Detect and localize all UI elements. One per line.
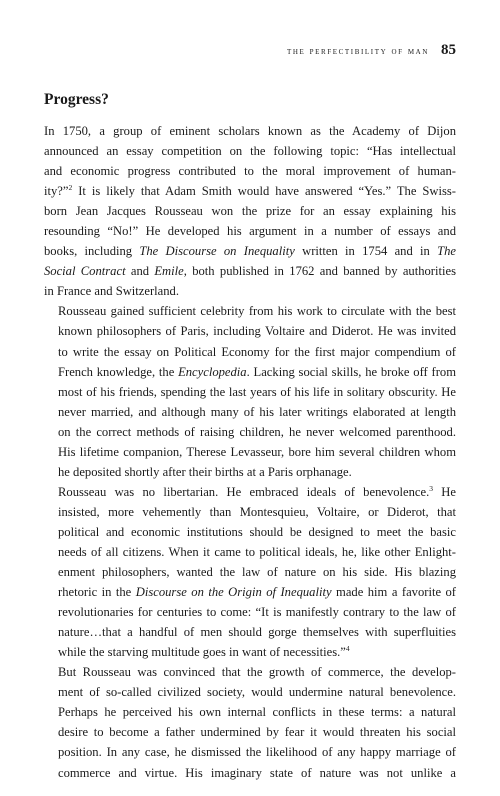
text-line: position. In any case, he dismissed the likelihood of any happy marriage of (58, 745, 456, 760)
text-line: resounding “No!” He developed his argument in a number of essays and (44, 224, 456, 239)
text-line: political and economic institutions should be designed to meet the basic (58, 524, 456, 539)
text-line: enment philosophers, wanted the law of nature on his side. His blazing (58, 565, 456, 580)
text-line: His lifetime companion, Therese Levasseur, bore him several children whom (58, 444, 456, 459)
text-line: known philosophers of Paris, including Voltaire and Diderot. He was invited (58, 324, 456, 339)
text-line: nature…that a handful of men should gorge themselves with superfluities (58, 625, 456, 640)
text-line: But Rousseau was convinced that the growth of commerce, the develop- (58, 665, 456, 680)
text-line: most of his friends, spending the last years of his life in solitary obscurity. He (58, 384, 456, 399)
text-line: Perhaps he perceived his own internal conflicts in these terms: a natural (58, 705, 456, 720)
footnote-marker: 4 (345, 644, 350, 654)
paragraph (44, 662, 456, 782)
paragraph (44, 121, 456, 301)
text-line: Rousseau was no libertarian. He embraced ideals of benevolence.$^3$ He (58, 483, 456, 499)
text-line: to write the essay on Political Economy for the first major compendium of (58, 344, 456, 359)
text-line: ment of so-called civilized society, would undermine natural benevolence. (58, 685, 456, 700)
paragraph (44, 482, 456, 662)
text-line: announced an essay competition on the following topic: “Has intellectual (44, 144, 456, 159)
body-text (44, 121, 456, 783)
text-line: In 1750, a group of eminent scholars known as the Academy of Dijon (44, 124, 456, 138)
page-number: 85 (441, 42, 456, 58)
text-line: commerce and virtue. His imaginary state of nature was not unlike a (58, 765, 456, 780)
footnote-marker: 2 (68, 183, 73, 193)
text-line: books, including The Discourse on Inequality written in 1754 and in The (44, 244, 457, 259)
text-line: desire to become a father undermined by fear it would threaten his social (58, 725, 456, 740)
text-line: ity?”$^2$ It is likely that Adam Smith would have answered “Yes.” The Swiss- (44, 183, 456, 199)
text-line: Rousseau gained sufficient celebrity from his work to circulate with the best (58, 304, 456, 319)
section-heading: Progress? (44, 91, 109, 108)
text-line: while the starving multitude goes in want of necessities.”$^4$ (58, 644, 350, 660)
text-line: he deposited shortly after their births at a Paris orphanage. (58, 464, 352, 479)
paragraph (44, 301, 456, 481)
footnote-marker: 3 (429, 483, 434, 493)
text-line: never married, and although many of his later writings elaborated at length (58, 404, 456, 419)
text-line: born Jean Jacques Rousseau won the prize for an essay explaining his (44, 204, 456, 219)
text-line: in France and Switzerland. (44, 284, 179, 299)
text-line: rhetoric in the Discourse on the Origin of Inequality made him a favorite of (58, 585, 456, 600)
running-title: the perfectibility of man (287, 46, 429, 57)
text-line: Social Contract and Emile, both published in 1762 and banned by authorities (44, 264, 456, 279)
text-line: insisted, more vehemently than Montesquieu, Voltaire, or Diderot, that (58, 504, 456, 519)
text-line: on the correct methods of raising children, he never welcomed parenthood. (58, 424, 456, 439)
running-head (287, 42, 456, 59)
text-line: and economic progress contributed to the moral improvement of human- (44, 164, 456, 179)
text-line: needs of all citizens. When it came to political ideals, he, like other Enlight- (58, 544, 456, 559)
text-line: French knowledge, the Encyclopedia. Lacking social skills, he broke off from (58, 364, 456, 379)
text-line: revolutionaries for centuries to come: “It is manifestly contrary to the law of (58, 605, 456, 620)
